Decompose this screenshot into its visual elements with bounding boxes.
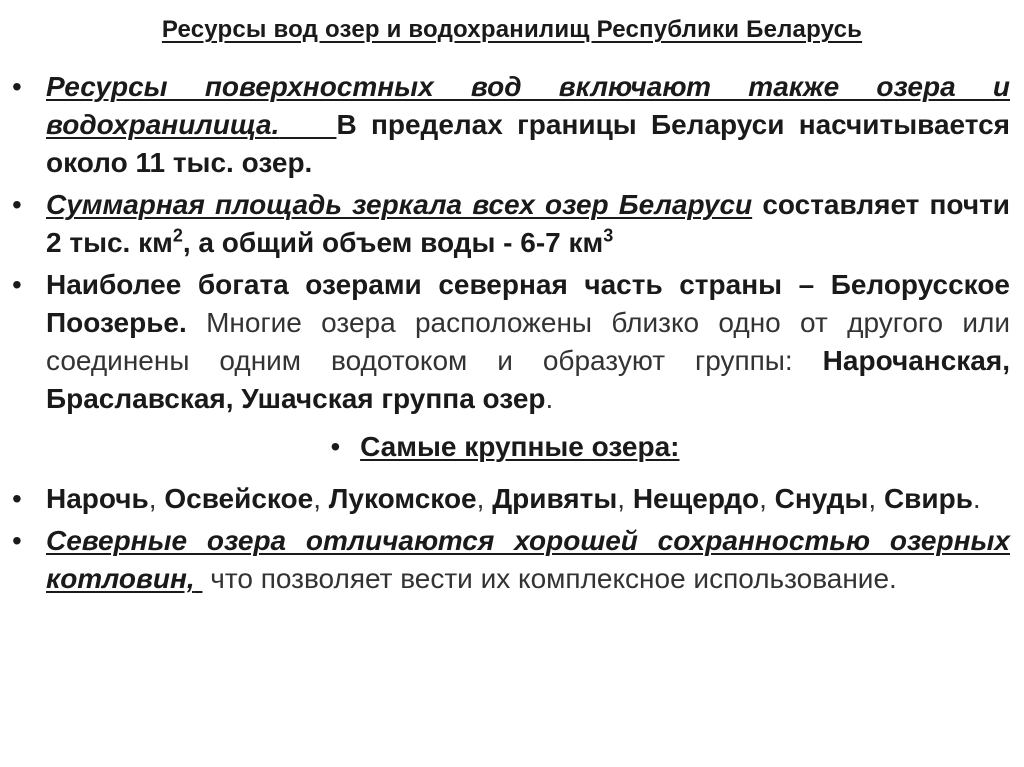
emphasis-text: Северные озера отличаются хорошей сохранностью озерных котловин, (46, 525, 1010, 594)
section-heading: Самые крупные озера: (360, 431, 680, 462)
bullet-item-lake-list: • Нарочь, Освейское, Лукомское, Дривяты, Нещердо, Снуды, Свирь. (0, 480, 1024, 518)
lake-name: Свирь (883, 483, 973, 514)
lake-name: Освейское (164, 483, 314, 514)
emphasis-text: Ресурсы поверхностных вод включают также озера и водохранилища. (46, 71, 1010, 140)
body-text: В пределах границы Беларуси насчитывается около 11 тыс. озер. (46, 109, 1010, 178)
lake-name: Дривяты (492, 483, 618, 514)
bullet-item-north-lakes: • Наиболее богата озерами северная часть страны – Белорусское Поозерье. Многие озера расположены близко одно от другого или соединены одним водотоком и образуют группы: Нарочанская, Браславская, Ушачская группа озер. (0, 266, 1024, 418)
superscript: 3 (603, 225, 614, 246)
bullet-item-largest-heading (0, 428, 1024, 466)
body-text: что позволяет вести их комплексное использование. (210, 563, 897, 594)
body-text: Многие озера расположены близко одно от другого или соединены одним водотоком и образуют группы: (46, 307, 1010, 376)
lake-name: Снуды (774, 483, 869, 514)
bullet-item-preservation (0, 522, 1024, 598)
lake-name: Нещердо (632, 483, 760, 514)
bullet-list (0, 68, 1024, 602)
body-text: , а общий объем воды - 6-7 км (182, 227, 604, 258)
emphasis-text: Суммарная площадь зеркала всех озер Беларуси (46, 189, 753, 220)
superscript: 2 (172, 225, 183, 246)
slide-title: Ресурсы вод озер и водохранилищ Республики Беларусь (161, 16, 863, 43)
lake-name: Лукомское (328, 483, 477, 514)
bullet-item-surface-waters (0, 68, 1024, 182)
lake-name: Нарочь (46, 483, 149, 514)
body-text: составляет почти 2 тыс. км (46, 189, 1011, 258)
bold-text: Наиболее богата озерами северная часть страны – Белорусское Поозерье. (46, 269, 1010, 338)
bullet-item-total-area (0, 186, 1024, 262)
lake-groups: Нарочанская, Браславская, Ушачская группа озер (46, 345, 1010, 414)
